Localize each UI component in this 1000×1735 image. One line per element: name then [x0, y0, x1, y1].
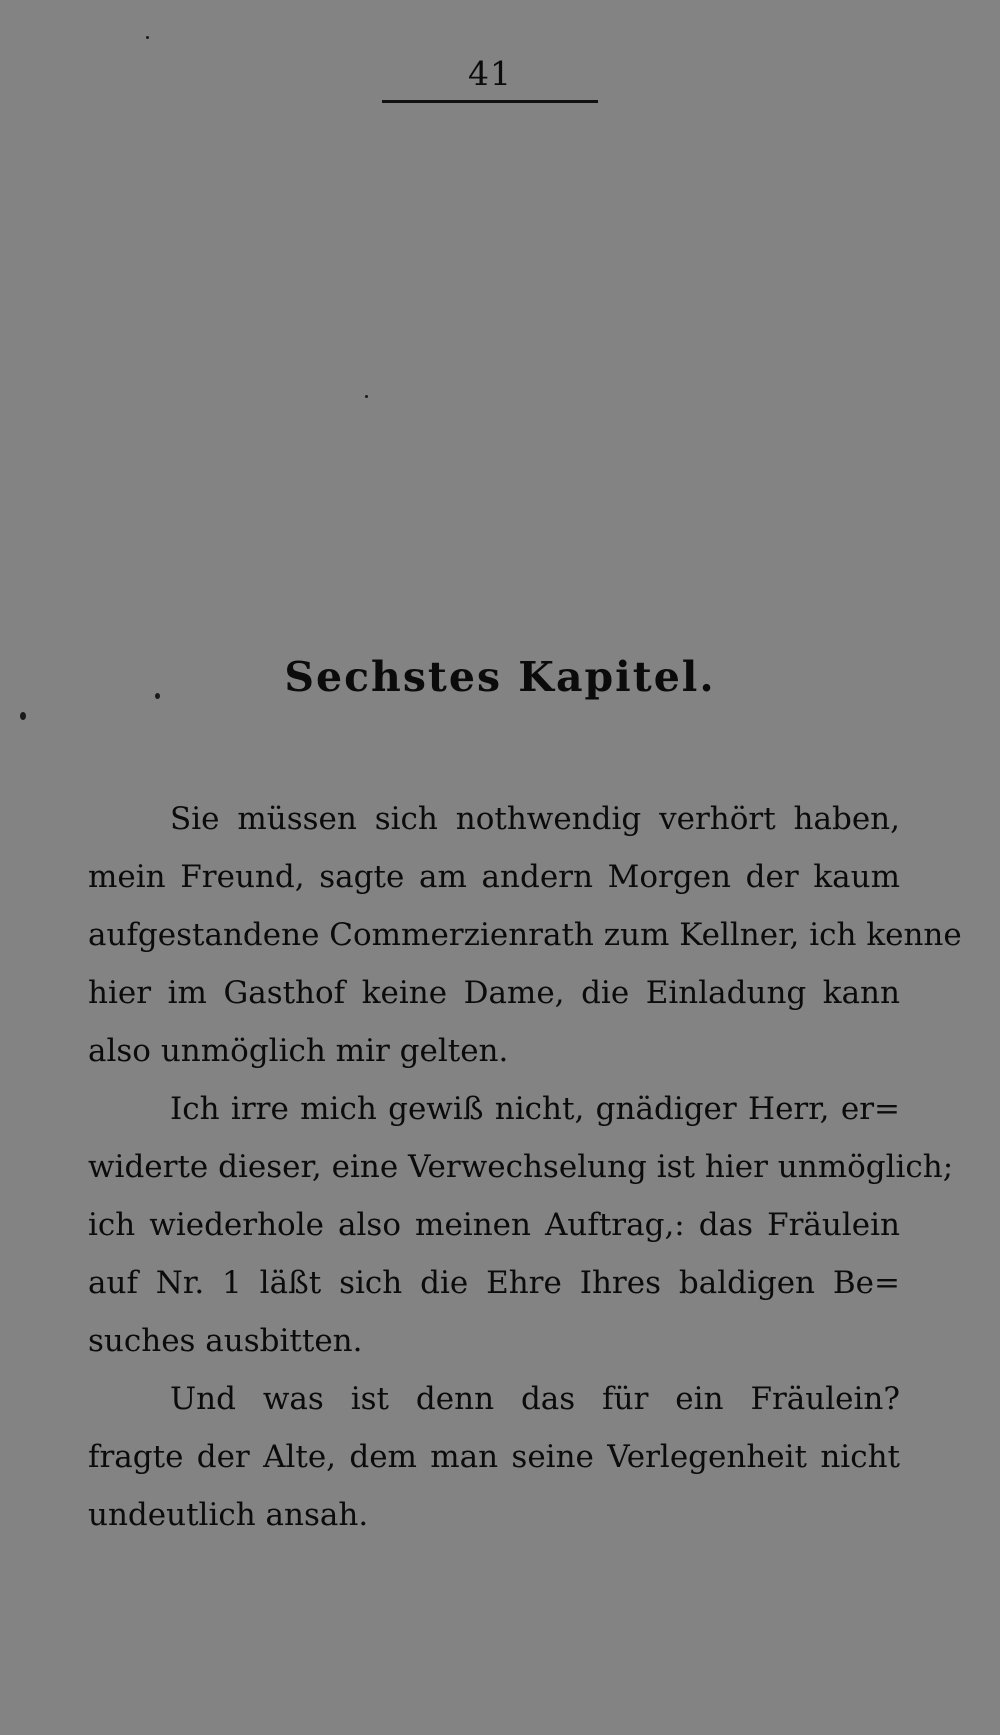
body-text [88, 790, 962, 1544]
print-speck [146, 36, 149, 39]
text-line: ich wiederhole also meinen Auftrag,: das Fräulein [88, 1207, 900, 1243]
text-line: undeutlich ansah. [88, 1497, 369, 1533]
text-line: Sie müssen sich nothwendig verhört haben, [170, 801, 900, 837]
text-line: mein Freund, sagte am andern Morgen der kaum [88, 859, 900, 895]
text-line: suches ausbitten. [88, 1323, 363, 1359]
header-rule [382, 100, 598, 103]
print-speck [20, 712, 26, 720]
text-line: aufgestandene Commerzienrath zum Kellner, ich kenne [88, 917, 962, 953]
paragraph-1 [88, 790, 962, 1080]
paragraph-2 [88, 1080, 954, 1370]
text-line: also unmöglich mir gelten. [88, 1033, 509, 1069]
print-speck [365, 395, 368, 398]
text-line: Ich irre mich gewiß nicht, gnädiger Herr, er= [170, 1091, 900, 1127]
print-speck [155, 693, 160, 699]
text-line: Und was ist denn das für ein Fräulein? [170, 1381, 900, 1417]
page-number: 41 [468, 54, 512, 93]
text-line: hier im Gasthof keine Dame, die Einladung kann [88, 975, 900, 1011]
paragraph-3 [88, 1370, 900, 1544]
text-line: fragte der Alte, dem man seine Verlegenheit nicht [88, 1439, 900, 1475]
text-line: auf Nr. 1 läßt sich die Ehre Ihres baldigen Be= [88, 1265, 900, 1301]
text-line: widerte dieser, eine Verwechselung ist hier unmöglich; [88, 1149, 954, 1185]
chapter-title: Sechstes Kapitel. [284, 653, 716, 701]
